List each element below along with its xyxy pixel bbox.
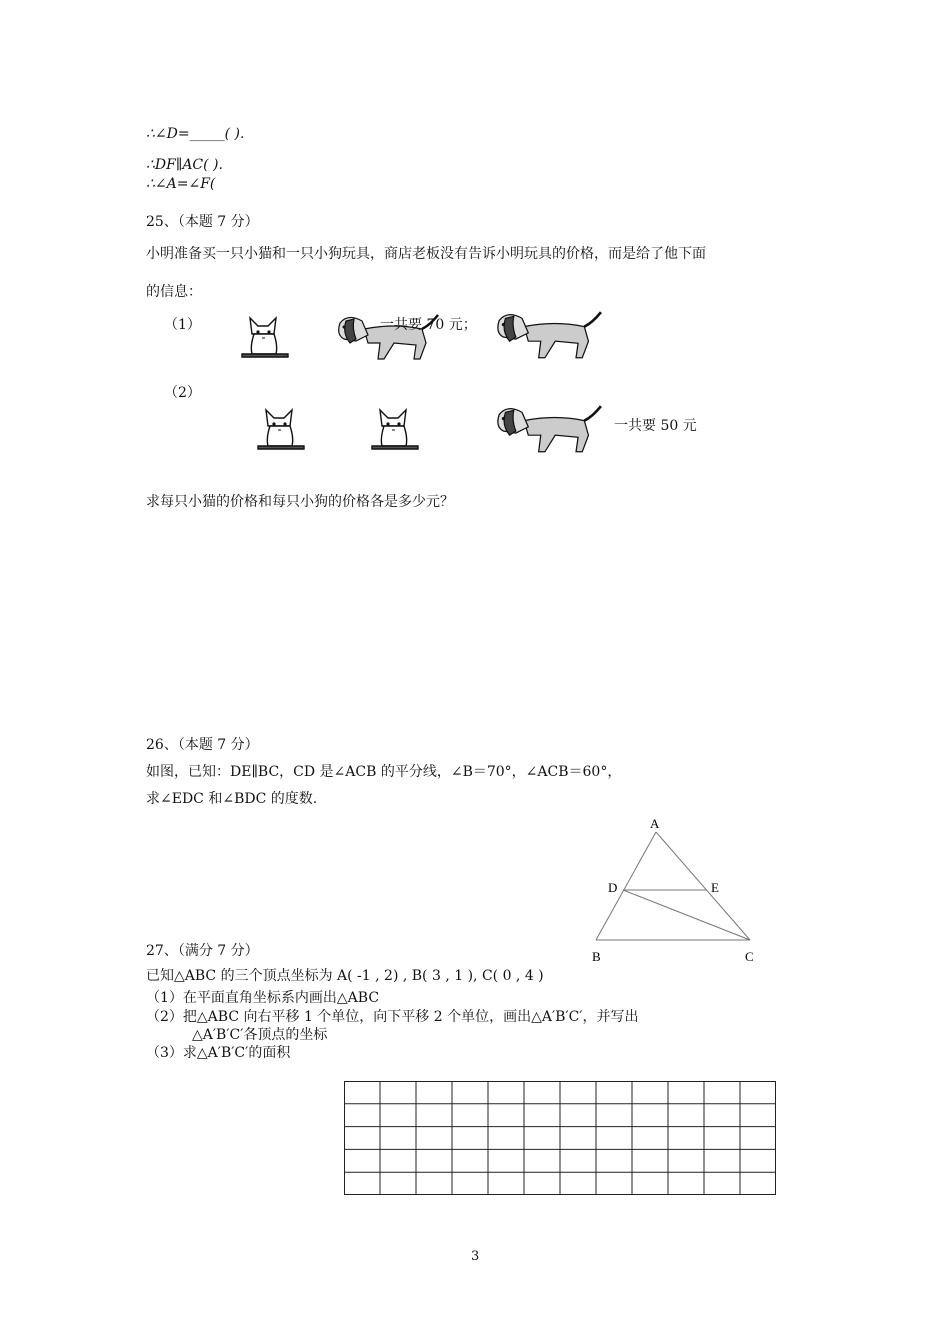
q25-text-1: 小明准备买一只小猫和一只小狗玩具，商店老板没有告诉小明玩具的价格，而是给了他下面 [146, 246, 706, 262]
label-d: D [608, 880, 618, 895]
q25-header: 25、（本题 7 分） [146, 214, 259, 230]
proof-line-2: ∴DF∥AC( ). [146, 157, 223, 173]
q26-text-1: 如图，已知：DE∥BC，CD 是∠ACB 的平分线，∠B＝70°，∠ACB＝60°， [146, 764, 622, 780]
q27-item-2a: （2）把△ABC 向右平移 1 个单位，向下平移 2 个单位，画出△A′B′C′，并写出 [146, 1009, 639, 1025]
page-number: 3 [471, 1249, 480, 1264]
proof-line-1: ∴∠D=_____( ). [146, 126, 245, 142]
cat-icon [238, 314, 292, 358]
q27-text-1: 已知△ABC 的三个顶点坐标为 A( -1 , 2) , B( 3 , 1 ), C( 0 , 4 ) [146, 968, 544, 984]
q25-item-2-total: 一共要 50 元 [614, 418, 697, 434]
cat-icon [368, 406, 422, 450]
q25-text-2: 的信息： [146, 284, 202, 300]
dog-icon [493, 404, 603, 456]
q26-header: 26、（本题 7 分） [146, 737, 259, 753]
q27-item-3: （3）求△A′B′C′的面积 [146, 1045, 291, 1061]
q27-header: 27、（满分 7 分） [146, 943, 259, 959]
q26-text-2: 求∠EDC 和∠BDC 的度数. [146, 791, 318, 807]
q27-item-2b: △A′B′C′各顶点的坐标 [192, 1027, 328, 1043]
proof-line-3: ∴∠A=∠F( [146, 176, 216, 192]
q25-item-1-label: （1） [164, 317, 201, 333]
label-b: B [592, 949, 601, 962]
label-c: C [745, 949, 754, 962]
label-e: E [711, 880, 719, 895]
q25-item-1-total: 一共要 70 元； [380, 317, 477, 333]
q25-item-2-label: （2） [164, 385, 201, 401]
triangle-figure [586, 812, 766, 962]
dog-icon [493, 310, 603, 362]
q25-question: 求每只小猫的价格和每只小狗的价格各是多少元？ [146, 494, 454, 510]
q27-item-1: （1）在平面直角坐标系内画出△ABC [146, 990, 380, 1006]
cat-icon [254, 406, 308, 450]
label-a: A [650, 816, 660, 831]
coordinate-grid [344, 1081, 776, 1195]
